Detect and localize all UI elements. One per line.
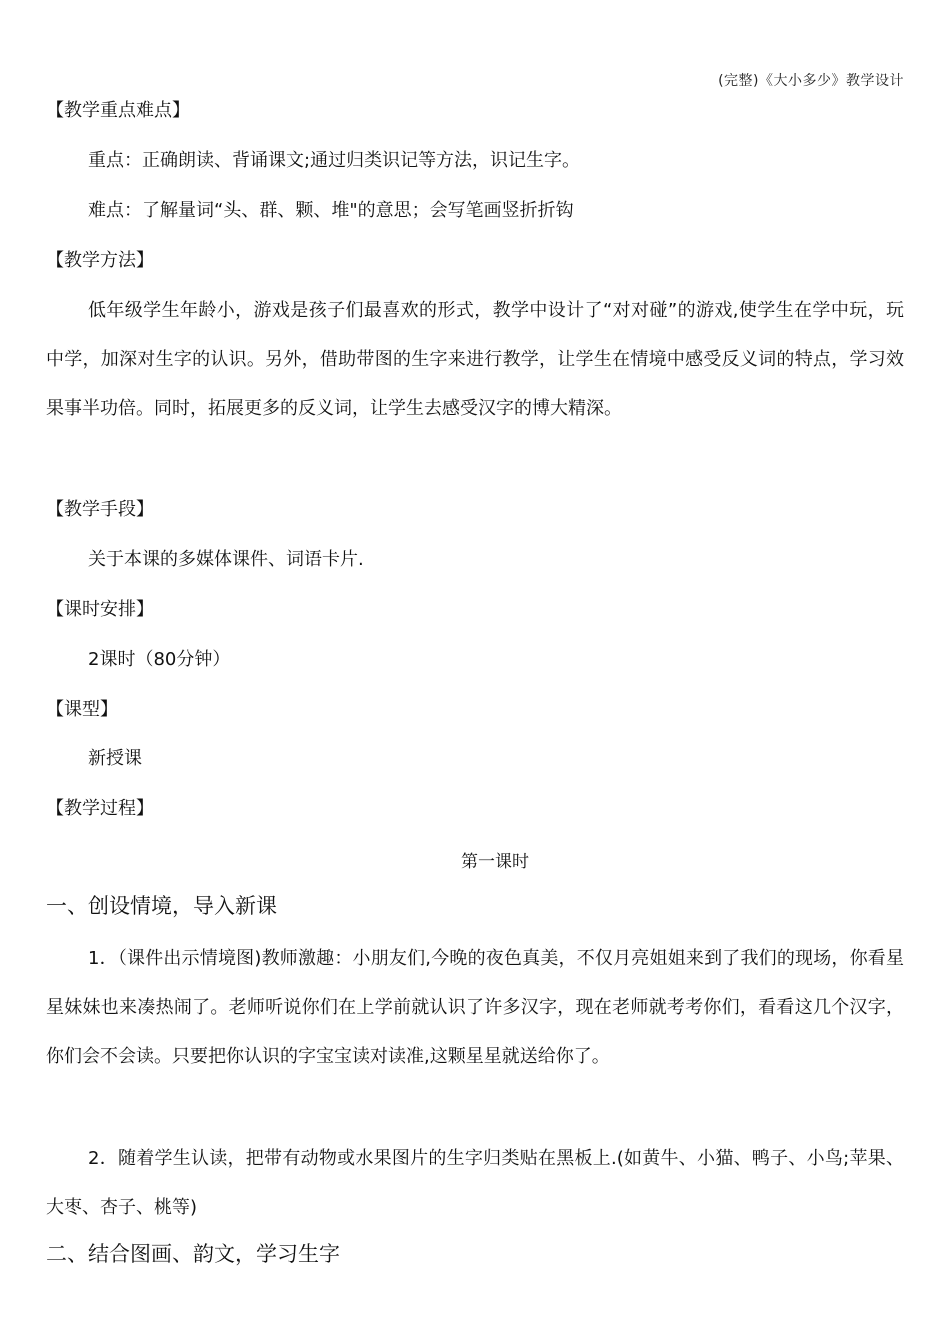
schedule-body: 2课时（80分钟） [88,649,231,670]
key-points-difficulty: 难点：了解量词“头、群、颗、堆"的意思；会写笔画竖折折钩 [88,200,574,221]
method-heading: 【教学方法】 [46,250,154,271]
part1-title: 一、创设情境，导入新课 [46,894,277,918]
part1-item2: 2．随着学生认读，把带有动物或水果图片的生字归类贴在黑板上.(如黄牛、小猫、鸭子、小鸟;苹果、大枣、杏子、桃等) [46,1148,904,1218]
lesson-type-body: 新授课 [88,748,142,769]
running-header: (完整)《大小多少》教学设计 [718,73,904,89]
method-paragraph: 低年级学生年龄小，游戏是孩子们最喜欢的形式，教学中设计了“对对碰”的游戏,使学生在学中玩，玩中学，加深对生字的认识。另外，借助带图的生字来进行教学，让学生在情境中感受反义词的特点，学习效果事半功倍。同时，拓展更多的反义词，让学生去感受汉字的博大精深。 [46,300,904,419]
lesson-type-heading: 【课型】 [46,699,118,720]
key-points-heading: 【教学重点难点】 [46,100,190,121]
lesson-title: 第一课时 [461,852,529,872]
means-body: 关于本课的多媒体课件、词语卡片. [88,549,364,570]
key-points-focus: 重点：正确朗读、背诵课文;通过归类识记等方法，识记生字。 [88,150,581,171]
means-heading: 【教学手段】 [46,499,154,520]
part1-item1: 1．（课件出示情境图)教师激趣：小朋友们,今晚的夜色真美，不仅月亮姐姐来到了我们的现场，你看星星妹妹也来凑热闹了。老师听说你们在上学前就认识了许多汉字，现在老师就考考你们，看看这几个汉字，你们会不会读。只要把你认识的字宝宝读对读准,这颗星星就送给你了。 [46,948,904,1067]
part2-title: 二、结合图画、韵文，学习生字 [46,1242,340,1266]
schedule-heading: 【课时安排】 [46,599,154,620]
process-heading: 【教学过程】 [46,798,154,819]
